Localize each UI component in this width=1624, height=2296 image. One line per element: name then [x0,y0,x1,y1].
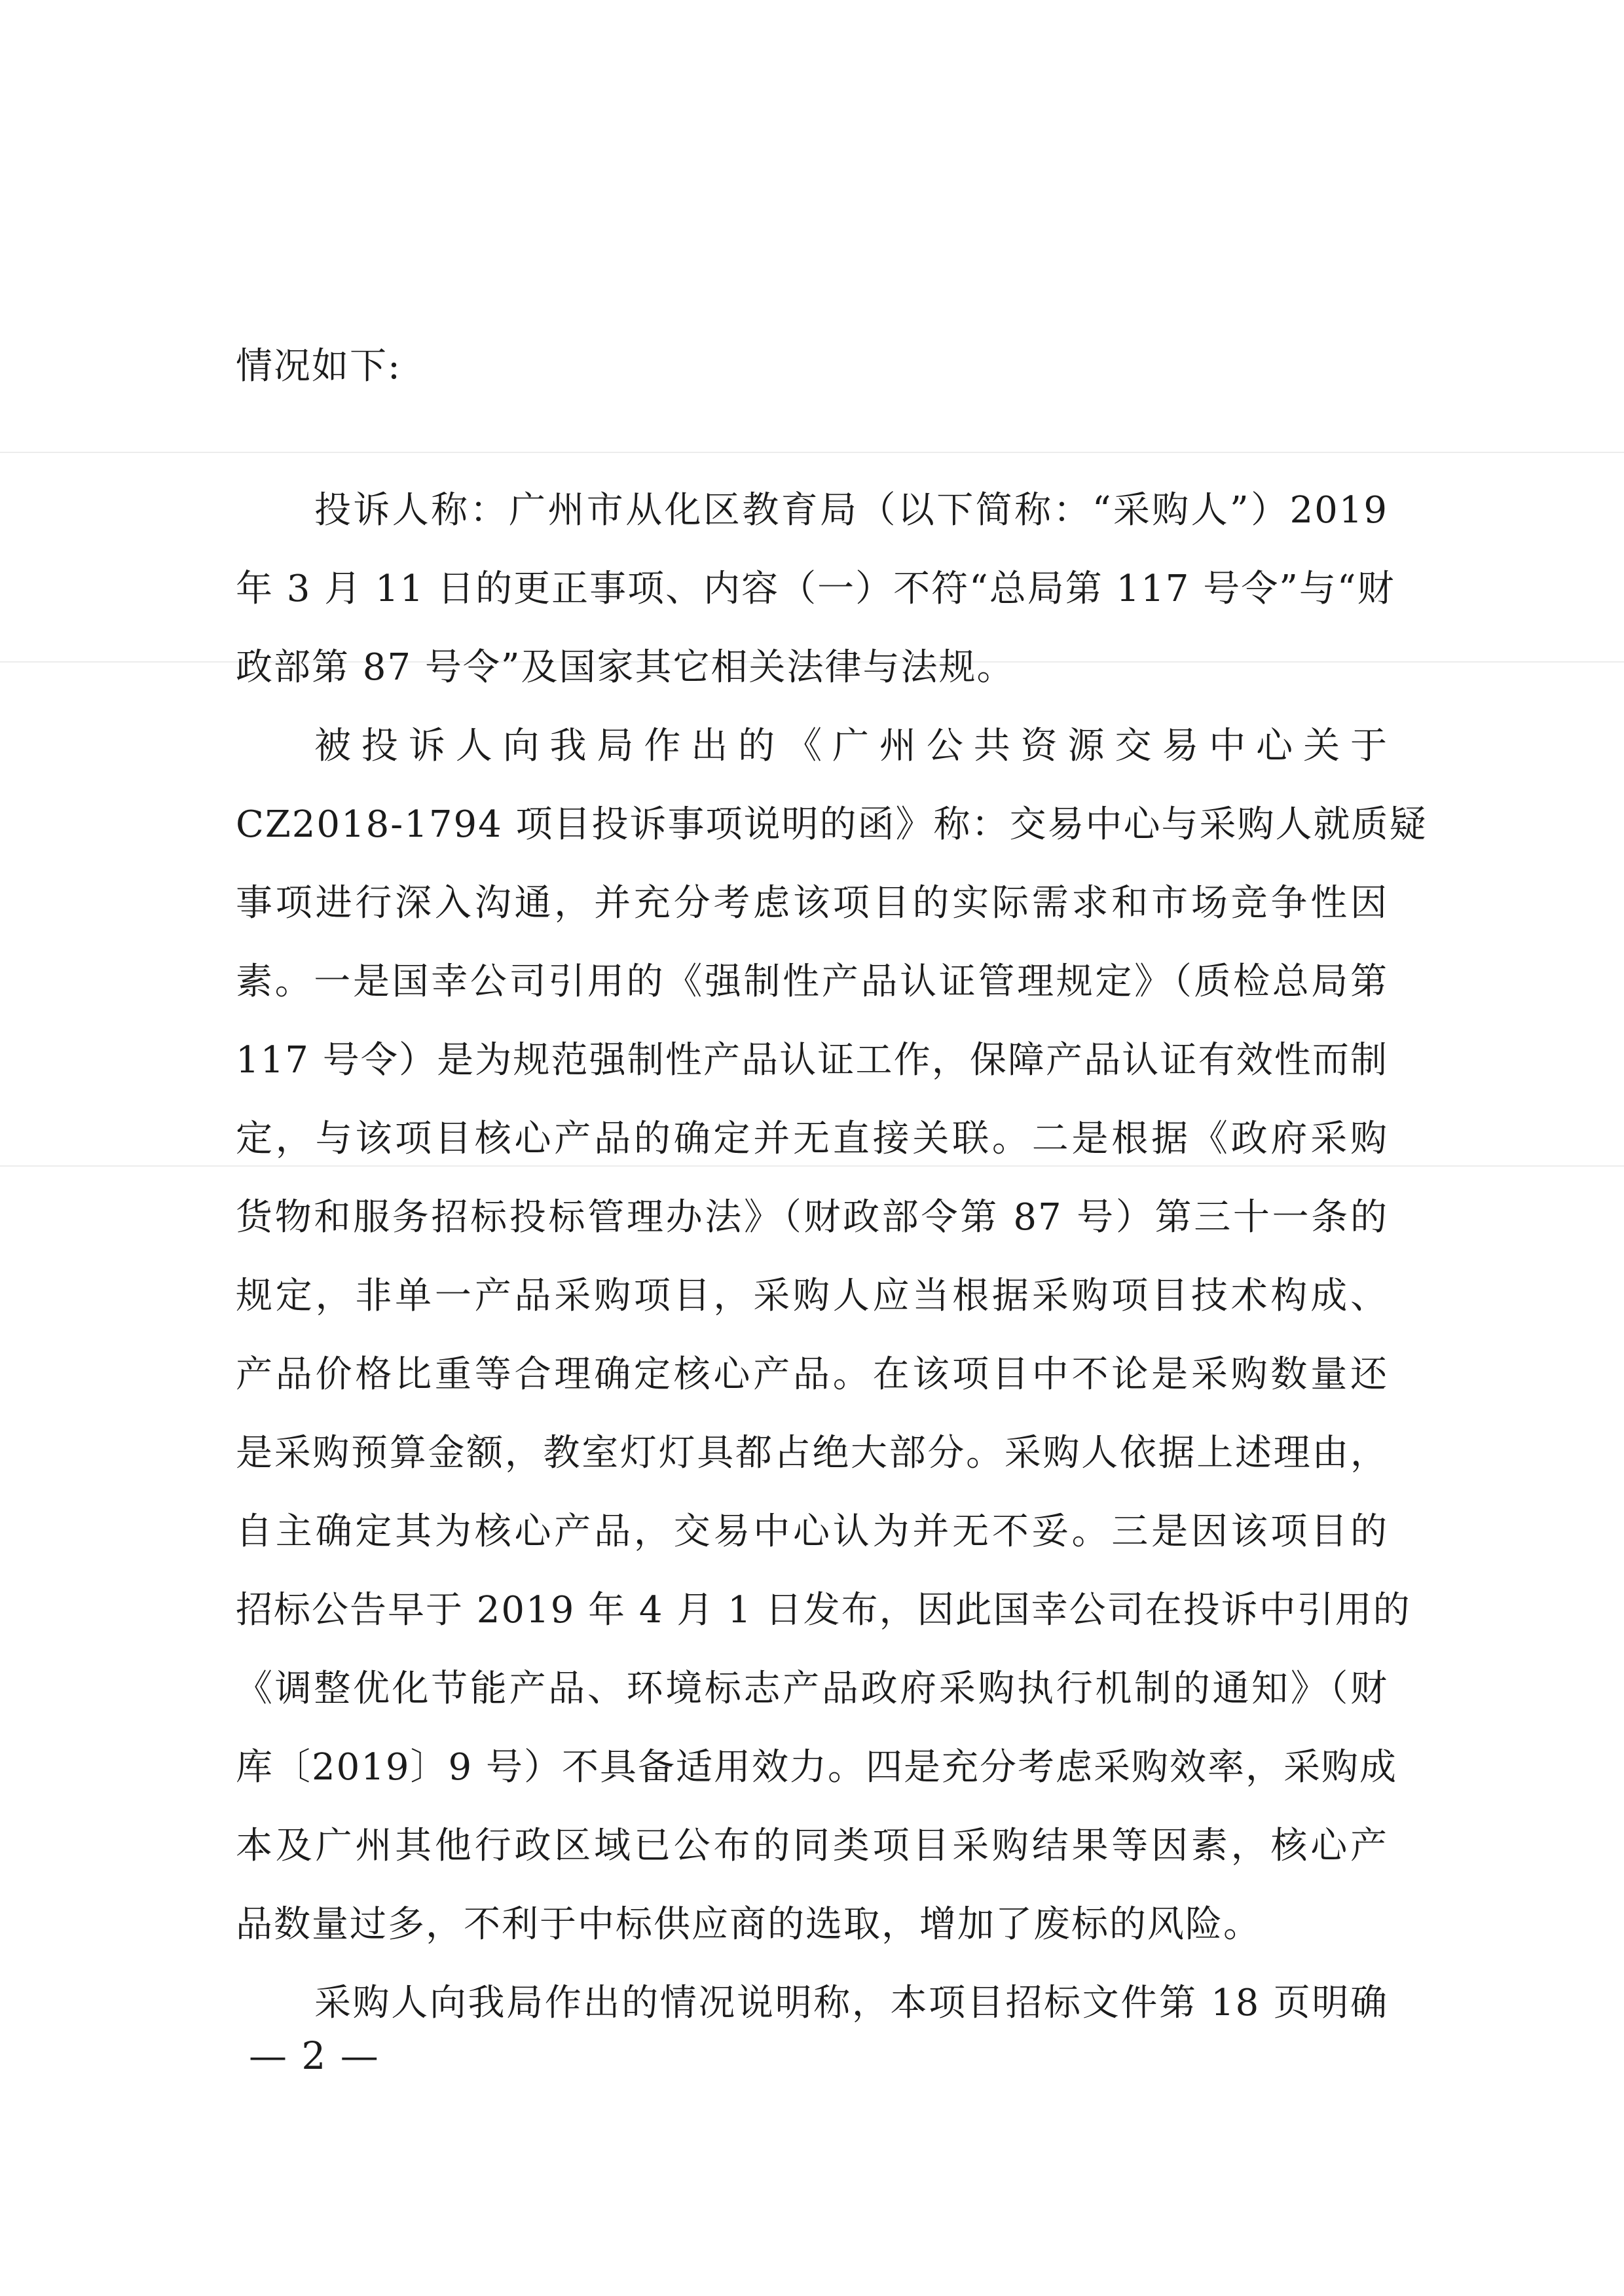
paragraph-line: 事项进行深入沟通，并充分考虑该项目的实际需求和市场竞争性因 [236,882,1388,924]
paragraph-line: 库〔2019〕9 号）不具备适用效力。四是充分考虑采购效率，采购成 [236,1746,1397,1789]
paragraph-line: 《调整优化节能产品、环境标志产品政府采购执行机制的通知》（财 [236,1667,1388,1710]
paragraph-line: 产品价格比重等合理确定核心产品。在该项目中不论是采购数量还 [236,1353,1388,1396]
paragraph-line: CZ2018-1794 项目投诉事项说明的函》称：交易中心与采购人就质疑 [236,803,1428,846]
scan-artifact-line [0,1165,1624,1167]
heading-line: 情况如下: [236,345,401,388]
paragraph-line: 定，与该项目核心产品的确定并无直接关联。二是根据《政府采购 [236,1118,1388,1160]
paragraph-line: 投诉人称：广州市从化区教育局（以下简称：“采购人”）2019 [314,489,1388,532]
paragraph-line: 是采购预算金额，教室灯灯具都占绝大部分。采购人依据上述理由， [236,1432,1388,1474]
paragraph-line: 政部第 87 号令”及国家其它相关法律与法规。 [236,646,1015,689]
paragraph-line: 本及广州其他行政区域已公布的同类项目采购结果等因素，核心产 [236,1825,1388,1867]
page-number: — 2 — [249,2033,380,2078]
paragraph-line: 素。一是国幸公司引用的《强制性产品认证管理规定》（质检总局第 [236,960,1388,1003]
scan-artifact-line [0,452,1624,453]
paragraph-line: 117 号令）是为规范强制性产品认证工作，保障产品认证有效性而制 [236,1039,1388,1082]
paragraph-line: 规定，非单一产品采购项目，采购人应当根据采购项目技术构成、 [236,1275,1388,1317]
paragraph-line: 品数量过多，不利于中标供应商的选取，增加了废标的风险。 [236,1903,1261,1946]
paragraph-line: 招标公告早于 2019 年 4 月 1 日发布，因此国幸公司在投诉中引用的 [236,1589,1411,1631]
paragraph-line: 年 3 月 11 日的更正事项、内容（一）不符“总局第 117 号令”与“财 [236,568,1395,610]
paragraph-line: 货物和服务招标投标管理办法》（财政部令第 87 号）第三十一条的 [236,1196,1389,1239]
paragraph-line: 被投诉人向我局作出的《广州公共资源交易中心关于 [314,725,1388,767]
paragraph-line: 自主确定其为核心产品，交易中心认为并无不妥。三是因该项目的 [236,1510,1388,1553]
paragraph-line: 采购人向我局作出的情况说明称，本项目招标文件第 18 页明确 [314,1982,1388,2024]
